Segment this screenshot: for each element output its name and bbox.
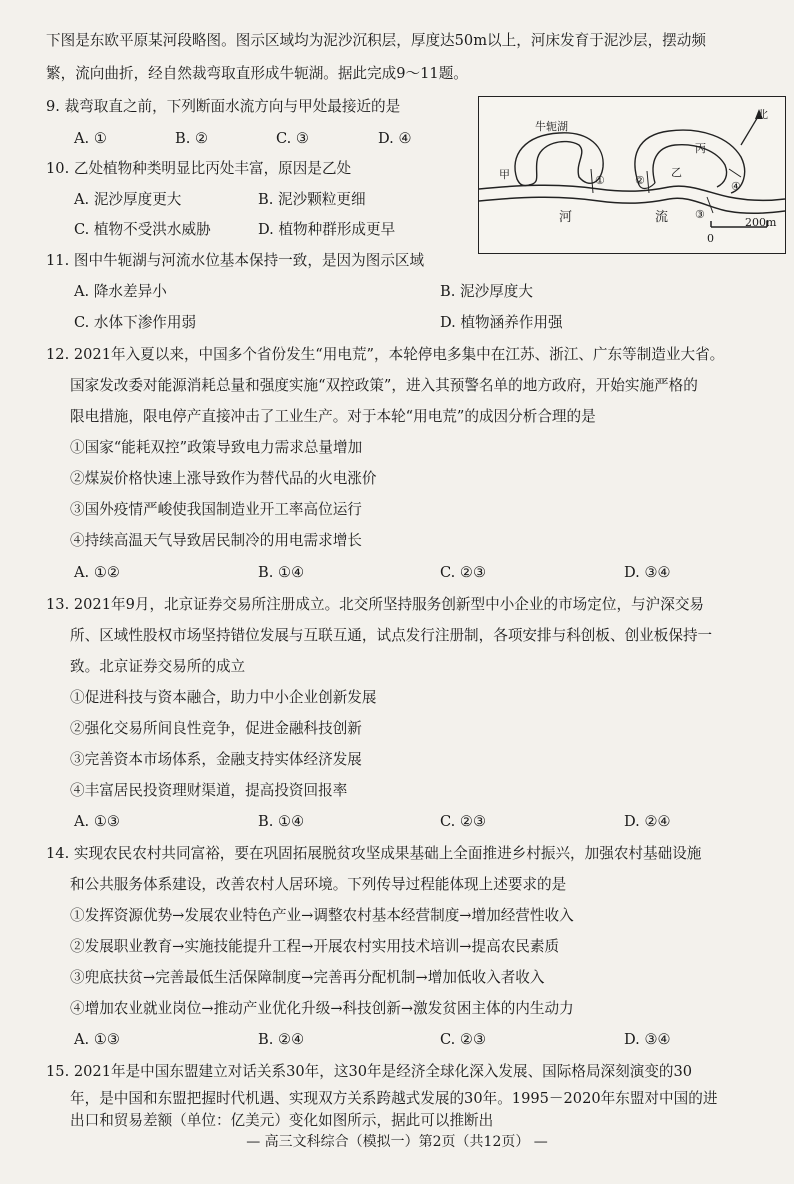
q14-item-2: ②发展职业教育→实施技能提升工程→开展农村实用技术培训→提高农民素质	[70, 938, 560, 955]
map-label-flow: 流	[655, 210, 669, 225]
q11-option-a[interactable]: A. 降水差异小	[74, 283, 167, 300]
q13-stem-1: 13. 2021年9月，北京证券交易所注册成立。北交所坚持服务创新型中小企业的市场定位，与沪深交易	[46, 596, 705, 613]
q12-item-2: ②煤炭价格快速上涨导致作为替代品的火电涨价	[70, 470, 377, 487]
q12-item-1: ①国家“能耗双控”政策导致电力需求总量增加	[70, 439, 363, 456]
q14-option-c[interactable]: C. ②③	[440, 1031, 487, 1048]
q10-option-c[interactable]: C. 植物不受洪水威胁	[74, 221, 211, 238]
map-mark-3: ③	[695, 208, 705, 221]
q12-option-d[interactable]: D. ③④	[624, 564, 671, 581]
q9-option-b[interactable]: B. ②	[175, 130, 209, 147]
page-footer: — 高三文科综合（模拟一）第2页（共12页） —	[246, 1134, 548, 1150]
q9-option-c[interactable]: C. ③	[276, 130, 310, 147]
q11-option-d[interactable]: D. 植物涵养作用强	[440, 314, 563, 331]
q11-stem: 11. 图中牛轭湖与河流水位基本保持一致，是因为图示区域	[46, 252, 425, 269]
map-scale-start: 0	[707, 232, 714, 245]
q13-item-4: ④丰富居民投资理财渠道，提高投资回报率	[70, 782, 348, 799]
q12-stem-2: 国家发改委对能源消耗总量和强度实施“双控政策”，进入其预警名单的地方政府，开始实施严格的	[70, 377, 698, 394]
q13-item-1: ①促进科技与资本融合，助力中小企业创新发展	[70, 689, 377, 706]
q15-stem-2: 年，是中国和东盟把握时代机遇、实现双方关系跨越式发展的30年。1995－2020年东盟对中国的进	[70, 1090, 718, 1107]
q14-item-4: ④增加农业就业岗位→推动产业优化升级→科技创新→激发贫困主体的内生动力	[70, 1000, 574, 1017]
q12-item-4: ④持续高温天气导致居民制冷的用电需求增长	[70, 532, 362, 549]
q13-option-b[interactable]: B. ①④	[258, 813, 305, 830]
q10-option-d[interactable]: D. 植物种群形成更早	[258, 221, 396, 238]
map-label-yi: 乙	[671, 166, 682, 179]
map-label-river: 河	[559, 210, 573, 225]
q9-option-d[interactable]: D. ④	[378, 130, 412, 147]
q12-option-a[interactable]: A. ①②	[74, 564, 120, 581]
q12-stem-1: 12. 2021年入夏以来，中国多个省份发生“用电荒”，本轮停电多集中在江苏、浙江、广东等制造业大省。	[46, 346, 725, 363]
q12-option-b[interactable]: B. ①④	[258, 564, 305, 581]
q10-option-a[interactable]: A. 泥沙厚度更大	[74, 191, 182, 208]
q14-stem-2: 和公共服务体系建设，改善农村人居环境。下列传导过程能体现上述要求的是	[70, 876, 567, 893]
q14-stem-1: 14. 实现农民农村共同富裕，要在巩固拓展脱贫攻坚成果基础上全面推进乡村振兴，加强农村基础设施	[46, 845, 702, 862]
q11-option-c[interactable]: C. 水体下渗作用弱	[74, 314, 197, 331]
intro-line-2: 繁，流向曲折，经自然裁弯取直形成牛轭湖。据此完成9～11题。	[46, 65, 468, 82]
q12-item-3: ③国外疫情严峻使我国制造业开工率高位运行	[70, 501, 362, 518]
q14-item-3: ③兜底扶贫→完善最低生活保障制度→完善再分配机制→增加低收入者收入	[70, 969, 545, 986]
q12-stem-3: 限电措施，限电停产直接冲击了工业生产。对于本轮“用电荒”的成因分析合理的是	[70, 408, 596, 425]
q11-option-b[interactable]: B. 泥沙厚度大	[440, 283, 533, 300]
q13-stem-2: 所、区域性股权市场坚持错位发展与互联互通，试点发行注册制，各项安排与科创板、创业板保持一	[70, 627, 713, 644]
q14-option-b[interactable]: B. ②④	[258, 1031, 305, 1048]
q10-stem: 10. 乙处植物种类明显比丙处丰富，原因是乙处	[46, 160, 352, 177]
river-map-drawing	[479, 97, 785, 253]
intro-line-1: 下图是东欧平原某河段略图。图示区域均为泥沙沉积层，厚度达50m以上，河床发育于泥沙层，摆动频	[46, 32, 706, 49]
q14-option-d[interactable]: D. ③④	[624, 1031, 671, 1048]
q13-option-c[interactable]: C. ②③	[440, 813, 487, 830]
map-mark-1: ①	[595, 174, 605, 187]
q9-stem: 9. 裁弯取直之前，下列断面水流方向与甲处最接近的是	[46, 98, 401, 115]
map-label-jia: 甲	[499, 168, 510, 181]
q13-option-a[interactable]: A. ①③	[74, 813, 120, 830]
river-map	[478, 96, 786, 254]
q13-stem-3: 致。北京证券交易所的成立	[70, 658, 246, 675]
map-label-north: 北	[757, 108, 768, 121]
map-mark-4: ④	[731, 180, 741, 193]
q13-option-d[interactable]: D. ②④	[624, 813, 671, 830]
map-scale-end: 200m	[745, 216, 777, 229]
map-mark-2: ②	[635, 174, 645, 187]
q14-option-a[interactable]: A. ①③	[74, 1031, 120, 1048]
q15-stem-3: 出口和贸易差额（单位：亿美元）变化如图所示，据此可以推断出	[70, 1112, 494, 1129]
q13-item-2: ②强化交易所间良性竞争，促进金融科技创新	[70, 720, 362, 737]
q12-option-c[interactable]: C. ②③	[440, 564, 487, 581]
q13-item-3: ③完善资本市场体系，金融支持实体经济发展	[70, 751, 362, 768]
q10-option-b[interactable]: B. 泥沙颗粒更细	[258, 191, 366, 208]
map-label-oxbow-lake: 牛轭湖	[535, 120, 568, 133]
q15-stem-1: 15. 2021年是中国东盟建立对话关系30年，这30年是经济全球化深入发展、国际格局深刻演变的30	[46, 1063, 693, 1080]
q14-item-1: ①发挥资源优势→发展农业特色产业→调整农村基本经营制度→增加经营性收入	[70, 907, 574, 924]
map-label-bing: 丙	[695, 142, 706, 155]
q9-option-a[interactable]: A. ①	[74, 130, 107, 147]
